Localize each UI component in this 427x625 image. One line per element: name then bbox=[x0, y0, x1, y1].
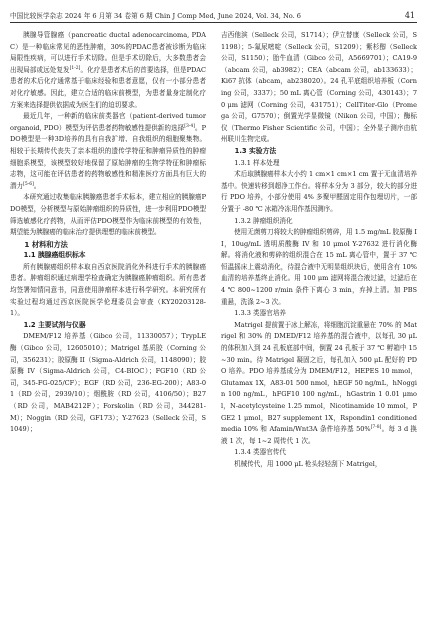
intro-text-1b: 。化疗是患者术后的首要选择，但是PDAC患者的术后化疗通常基于临床经验和患者意愿，仅有一小部分患者对化疗敏感。因此，建立合适的临床前模型，为患者量身定制化疗方案来选择提供依据成为医生们的迫切要求。 bbox=[10, 65, 206, 109]
section-heading: 1 材料和方法 bbox=[24, 239, 68, 249]
sub-subsection-heading: 1.3.4 类器官传代 bbox=[234, 448, 287, 457]
right-column bbox=[221, 30, 417, 471]
page-number: 41 bbox=[404, 11, 415, 20]
citation-ref: [5-6] bbox=[23, 181, 34, 187]
reagents-continued: 吉西他滨（Selleck 公司，S1714）；伊立替康（Selleck 公司，S1198）；5-氟尿嘧啶（Selleck 公司，S1209）；紫杉醇（Selleck 公司，S1150）；胎牛血清（Gibco 公司，A5669701）；CA19-9（abcam 公司，ab3982）；CEA（abcam 公司，ab133633）；Ki67 抗体（abcam，ab238020）。24 孔平底组织培养板（Corning 公司，3337）；50 mL 离心管（Corning 公司，430143）；70 μm 滤网（Corning 公司，431751）；CellTiter-Glo（Promega 公司，G7570）；倒置光学显微镜（Nikon 公司，中国）；酶标仪（Thermo Fisher Scientific 公司，中国）；全外显子测序由杭州联川生物完成。 bbox=[221, 31, 417, 144]
body-paragraph: 机械传代，用 1000 μL 枪头轻轻刮下 Matrigel， bbox=[234, 459, 382, 468]
sub-subsection-heading: 1.3.2 肿瘤组织消化 bbox=[234, 216, 293, 225]
intro-text-1: 胰腺导管腺癌（pancreatic ductal adenocarcinoma, PDAC）是一种临床常见的恶性肿瘤，30%的PDAC患者被诊断为临床局限性疾病，可以进行手术切除。但是手术切除后，大多数患者会出现局部或远处复发 bbox=[10, 31, 206, 74]
reagents-paragraph: DMEM/F12 培养基（Gibco 公司，11330057）；TrypLE 酶（Gibco 公司，12605010）；Matrigel 基质胶（Corning 公司，356231）；胶原酶 II（Sigma-Aldrich 公司，1148090）；胶原酶 IV（Sigma-Aldrich 公司，C4-BIOC）；FGF10（RD 公司，345-FG-025/CF）；EGF（RD 公司，236-EG-200）；A83-01（RD 公司，2939/10）；烟酰胺（RD 公司，4106/50）；B27（RD 公司，MAB4212F）；Forskolin（RD 公司，344281-M）；Noggin（RD 公司，GF173）；Y-27623（Selleck 公司，S1049）； bbox=[10, 332, 206, 434]
running-header bbox=[10, 10, 417, 23]
journal-citation: 中国比较医学杂志 2024 年 6 月第 34 卷第 6 期 Chin J Comp Med, June 2024, Vol. 34, No. 6 bbox=[10, 12, 301, 20]
intro-text-2: 最近几年，一种新的临床前类器官（patient-derived tumor organoid, PDO）模型为评估患者药物敏感性提供新的选择 bbox=[10, 112, 206, 132]
body-paragraph: 所有胰腺癌组织样本取自西京医院消化外科进行手术的胰腺癌患者。肿瘤组织通过病理学检查确定为胰腺癌肿瘤组织。所有患者均签署知情同意书，同意使用肿瘤样本进行科学研究。本研究所有实验过程均通过西京医院医学伦理委员会审查（KY20203128-1）。 bbox=[10, 262, 206, 318]
citation-ref: [1-2] bbox=[69, 65, 81, 71]
intro-text-2c: 。 bbox=[33, 181, 41, 190]
body-paragraph: 术后取胰腺癌样本大小约 1 cm×1 cm×1 cm 置于无血清培养基中。快速转移到超净工作台。将样本分为 3 部分，较大的部分进行 PDO 培养，小部分使用 4% 多聚甲醛固定用作包埋切片，一部分置于 -80 ℃ 冰箱冷冻用作基因测序。 bbox=[221, 170, 417, 213]
intro-paragraph-1 bbox=[10, 30, 206, 111]
citation-ref: [7-8] bbox=[370, 425, 382, 431]
citation-ref: [3-4] bbox=[184, 123, 195, 129]
intro-paragraph-3: 本研究通过收集临床胰腺癌患者手术标本，建立相应的胰腺癌PDO模型，分析模型与原始肿瘤组织的异质性，进一步利用PDO模型筛选敏感化疗药物，从而评估PDO模型作为临床前模型的有效性，期望能为胰腺癌的临床治疗提供理想的临床前模型。 bbox=[10, 193, 206, 237]
sub-subsection-heading: 1.3.3 类器官培养 bbox=[234, 309, 287, 318]
subsection-heading: 1.1 胰腺癌组织标本 bbox=[23, 251, 86, 260]
subsection-heading: 1.2 主要试剂与仪器 bbox=[23, 320, 86, 329]
culture-text-b: 。每 3 d 换液 1 次，每 1~2 周传代 1 次。 bbox=[221, 425, 417, 445]
body-paragraph: 使用无菌剪刀将较大的肿瘤组织剪碎，用 1.5 mg/mL 胶原酶 II，10ug/mL 透明质酸酶 IV 和 10 μmol Y-27632 进行消化酶解。将消化液和剪碎的组织混合在 15 mL 离心管中，置于 37 ℃ 恒温摇床上震动消化，待混合液中无明显组织块后，使用含有 10% 血清的培养基终止消化。用 100 μm 滤网将混合液过滤，过滤后在 4 ℃ 800~1200 r/min 条件下离心 3 min，弃掉上清。加 PBS 重悬，洗涤 2~3 次。 bbox=[221, 228, 417, 306]
intro-paragraph-2 bbox=[10, 111, 206, 192]
body-paragraph bbox=[221, 320, 417, 448]
sub-subsection-heading: 1.3.1 样本处理 bbox=[234, 158, 280, 167]
intro-text-2b: 。PDO模型是一种3D培养的具有自我扩增、自我组织的细胞聚集物。相较于长期传代丧失了亲本组织的遗传学特征和肿瘤异质性的肿瘤细胞系模型，该模型较好地保留了原始肿瘤的生物学特征和肿瘤标志物，这可能在评估患者的药物敏感性和精准医疗方面具有巨大的潜力 bbox=[10, 123, 207, 190]
subsection-heading: 1.3 实验方法 bbox=[234, 146, 277, 155]
left-column bbox=[10, 30, 206, 436]
culture-text: Matrigel 提前置于冰上解冻，将细胞沉淀重悬在 70% 的 Matrigel 和 30% 的 DMED/F12 培养基的混合液中，以每孔 30 μL 的体积加入到 24 孔板底部中间，倒置 24 孔板于 37 ℃ 孵箱中 15~30 min。待 Matrigel 凝固之后，每孔加入 500 μL 配好的 PDO 培养。PDO 培养基成分为 DMEM/F12，HEPES 10 mmol，Glutamax 1X，A83-01 500 nmol，hEGF 50 ng/mL，hNoggin 100 ng/mL，hFGF10 100 ng/mL，hGastrin 1 0.01 μmol，N-acetylcysteine 1.25 mmol，Nicotinamide 10 mmol，PGE2 1 μmol，B27 supplement 1X，Rspondin1 conditioned media 10% 和 Afamin/Wnt3A 条件培养基 50% bbox=[221, 320, 417, 434]
